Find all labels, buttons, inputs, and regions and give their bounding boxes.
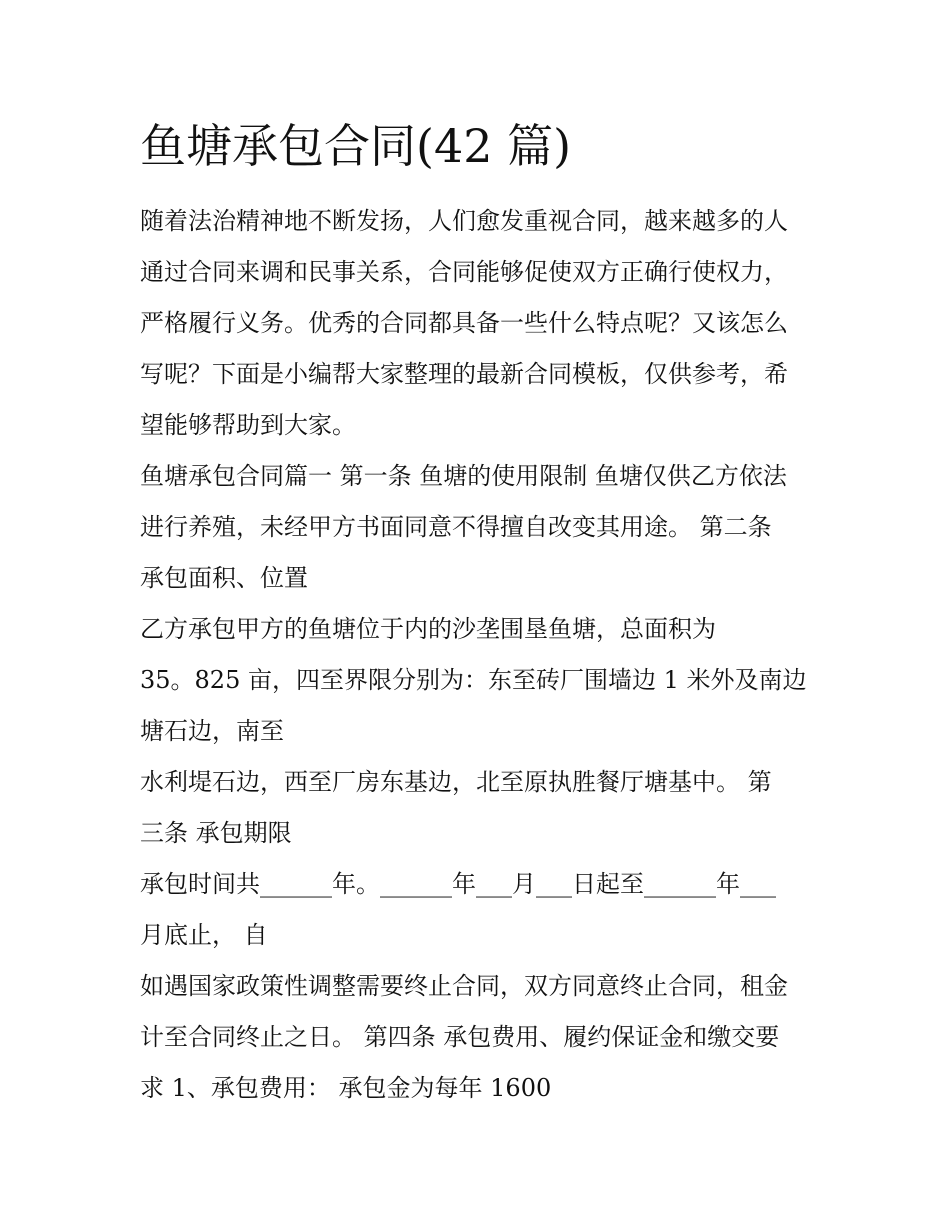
text-line: 水利堤石边，西至厂房东基边，北至原执胜餐厅塘基中。 第: [140, 768, 772, 796]
text-line: 承包时间共______年。______年___月___日起至______年___: [140, 870, 776, 898]
text-line: 通过合同来调和民事关系，合同能够促使双方正确行使权力，: [140, 258, 788, 286]
text-line: 乙方承包甲方的鱼塘位于内的沙垄围垦鱼塘，总面积为: [140, 615, 716, 643]
text-line: 进行养殖，未经甲方书面同意不得擅自改变其用途。 第二条: [140, 513, 772, 541]
text-line: 35。825 亩，四至界限分别为：东至砖厂围墙边 1 米外及南边: [140, 666, 807, 694]
document-title: 鱼塘承包合同(42 篇): [140, 119, 572, 173]
text-line: 望能够帮助到大家。: [140, 411, 356, 439]
document-body: [140, 196, 830, 1114]
text-line: 塘石边，南至: [140, 717, 284, 745]
text-line: 鱼塘承包合同篇一 第一条 鱼塘的使用限制 鱼塘仅供乙方依法: [140, 462, 787, 490]
text-line: 求 1、承包费用： 承包金为每年 1600: [140, 1074, 552, 1102]
text-line: 随着法治精神地不断发扬，人们愈发重视合同，越来越多的人: [140, 207, 788, 235]
text-line: 严格履行义务。优秀的合同都具备一些什么特点呢？又该怎么: [140, 309, 788, 337]
text-line: 月底止， 自: [140, 921, 268, 949]
text-line: 承包面积、位置: [140, 564, 308, 592]
text-line: 写呢？下面是小编帮大家整理的最新合同模板，仅供参考，希: [140, 360, 788, 388]
text-line: 三条 承包期限: [140, 819, 292, 847]
text-line: 计至合同终止之日。 第四条 承包费用、履约保证金和缴交要: [140, 1023, 780, 1051]
text-line: 如遇国家政策性调整需要终止合同，双方同意终止合同，租金: [140, 972, 788, 1000]
